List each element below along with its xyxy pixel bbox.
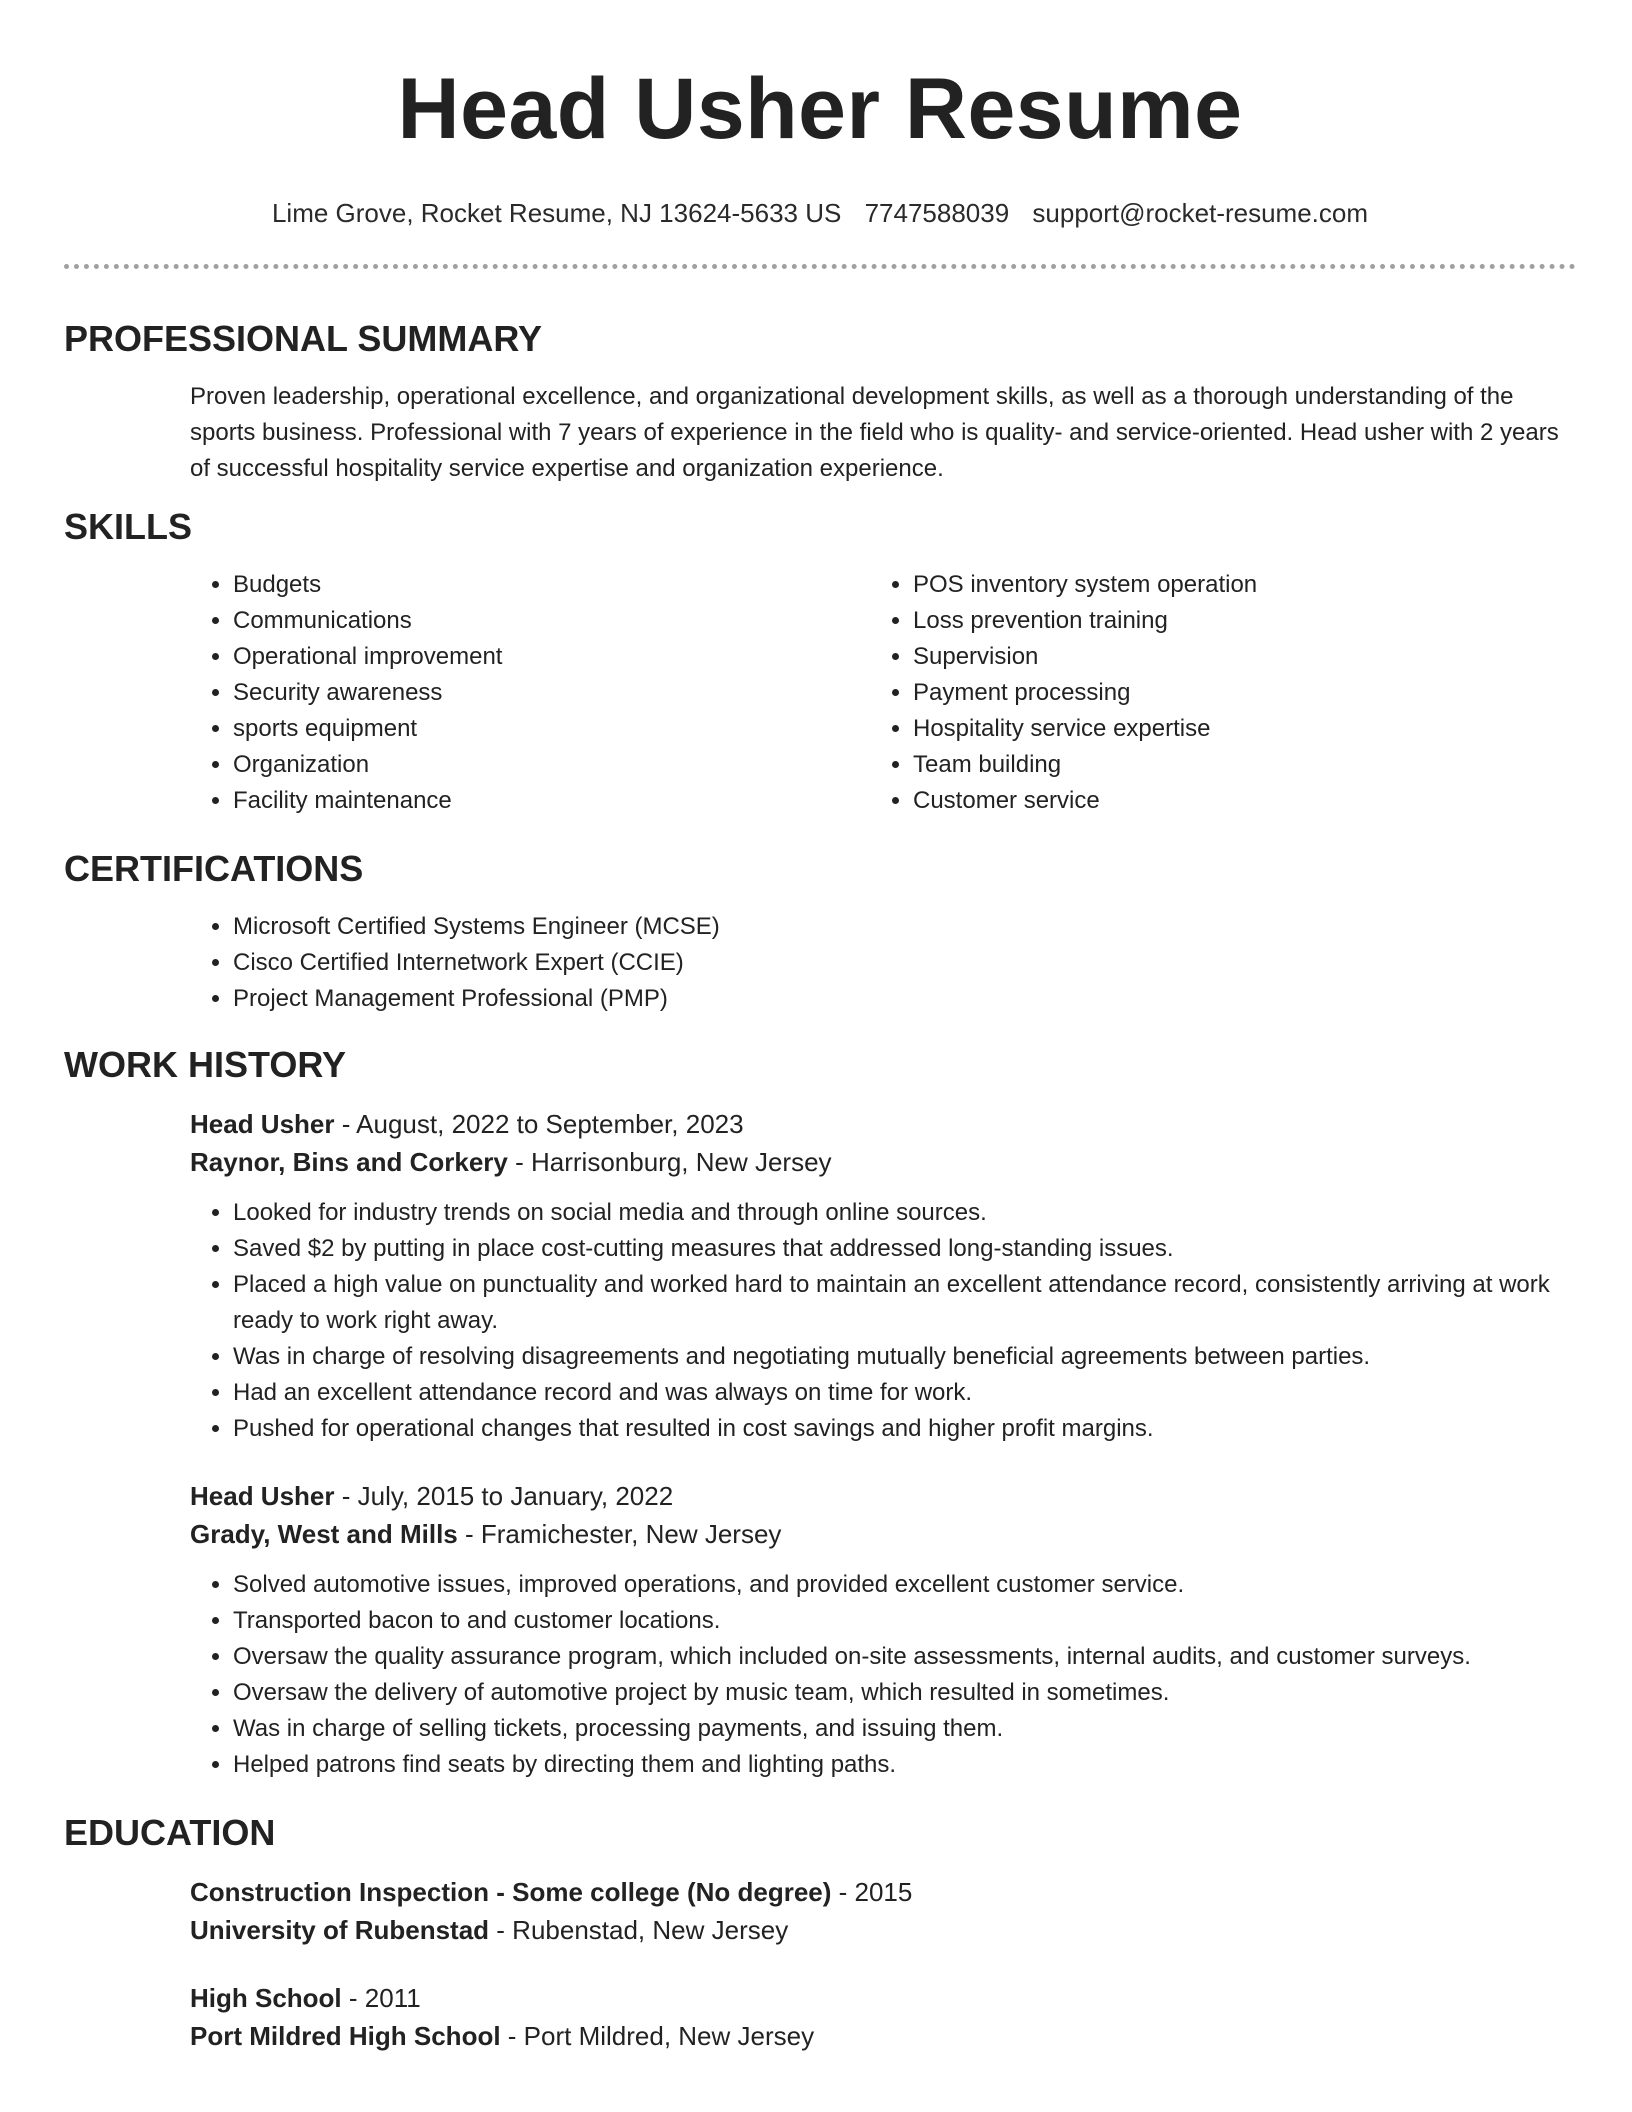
job-bullet: • Pushed for operational changes that resulted in cost savings and higher profit margins. [233, 1411, 1576, 1447]
education-degree: Construction Inspection - Some college (No degree) [190, 1877, 832, 1907]
skill-item: • Payment processing [913, 675, 1550, 711]
skill-item: • Loss prevention training [913, 603, 1550, 639]
job-bullet: • Solved automotive issues, improved operations, and provided excellent customer service. [233, 1567, 1576, 1603]
skill-item: • Budgets [233, 567, 870, 603]
work-history-heading: WORK HISTORY [64, 1044, 347, 1085]
education-section [64, 1809, 1576, 2055]
skill-item: • Organization [233, 747, 870, 783]
skill-item: • Supervision [913, 639, 1550, 675]
job-title-line [190, 1105, 1576, 1143]
education-entry [190, 1979, 1576, 2055]
job-company: Grady, West and Mills [190, 1519, 458, 1549]
skills-heading: SKILLS [64, 506, 193, 547]
certifications-heading: CERTIFICATIONS [64, 848, 364, 889]
certification-item: • Microsoft Certified Systems Engineer (MCSE) [233, 909, 1576, 945]
summary-section [64, 315, 1576, 487]
education-degree: High School [190, 1983, 342, 2013]
education-location: - Port Mildred, New Jersey [500, 2021, 815, 2051]
contact-email: support@rocket-resume.com [1032, 198, 1369, 228]
education-location: - Rubenstad, New Jersey [489, 1915, 789, 1945]
education-school: Port Mildred High School [190, 2021, 501, 2051]
skill-item: • Facility maintenance [233, 783, 870, 819]
work-history-section [64, 1041, 1576, 1783]
education-school-line [190, 1911, 1576, 1949]
job-bullet: • Was in charge of resolving disagreements and negotiating mutually beneficial agreements between parties. [233, 1339, 1576, 1375]
skill-item: • sports equipment [233, 711, 870, 747]
skill-item: • Security awareness [233, 675, 870, 711]
job-bullet: • Oversaw the delivery of automotive project by music team, which resulted in sometimes. [233, 1675, 1576, 1711]
job-bullet: • Transported bacon to and customer locations. [233, 1603, 1576, 1639]
job-title-line [190, 1477, 1576, 1515]
resume-page [64, 0, 1576, 2055]
job-bullet: • Was in charge of selling tickets, processing payments, and issuing them. [233, 1711, 1576, 1747]
certifications-section [64, 845, 1576, 1017]
skills-left-column [190, 567, 870, 819]
contact-line [64, 196, 1576, 230]
job-bullet: • Helped patrons find seats by directing them and lighting paths. [233, 1747, 1576, 1783]
job-company-line [190, 1515, 1576, 1553]
skills-section [64, 503, 1576, 819]
job-bullet: • Placed a high value on punctuality and worked hard to maintain an excellent attendance record, consistently arriving at work ready to work right away. [233, 1267, 1576, 1339]
skill-item: • Customer service [913, 783, 1550, 819]
job-bullet: • Oversaw the quality assurance program, which included on-site assessments, internal audits, and customer surveys. [233, 1639, 1576, 1675]
skill-item: • POS inventory system operation [913, 567, 1550, 603]
job-location: - Harrisonburg, New Jersey [507, 1147, 832, 1177]
certification-item: • Project Management Professional (PMP) [233, 981, 1576, 1017]
education-school-line [190, 2017, 1576, 2055]
contact-address: Lime Grove, Rocket Resume, NJ 13624-5633 US [271, 198, 842, 228]
job-entry [190, 1477, 1576, 1783]
education-entry [190, 1873, 1576, 1949]
job-bullet: • Had an excellent attendance record and was always on time for work. [233, 1375, 1576, 1411]
skill-item: • Hospitality service expertise [913, 711, 1550, 747]
job-entry [190, 1105, 1576, 1447]
header-divider [64, 264, 1576, 269]
job-dates: - July, 2015 to January, 2022 [334, 1481, 674, 1511]
skill-item: • Team building [913, 747, 1550, 783]
job-location: - Framichester, New Jersey [457, 1519, 782, 1549]
education-year: - 2015 [831, 1877, 913, 1907]
summary-heading: PROFESSIONAL SUMMARY [64, 318, 543, 359]
skill-item: • Operational improvement [233, 639, 870, 675]
summary-text: Proven leadership, operational excellence, and organizational development skills, as well as a thorough understanding of the sports business. Professional with 7 years of experience in the field who is quality- and service-oriented. Head usher with 2 years of successful hospitality service expertise and organization experience. [190, 383, 1559, 482]
education-degree-line [190, 1873, 1576, 1911]
job-dates: - August, 2022 to September, 2023 [334, 1109, 744, 1139]
skills-right-column [870, 567, 1550, 819]
education-degree-line [190, 1979, 1576, 2017]
education-school: University of Rubenstad [190, 1915, 490, 1945]
skill-item: • Communications [233, 603, 870, 639]
job-title: Head Usher [190, 1109, 335, 1139]
job-company-line [190, 1143, 1576, 1181]
education-heading: EDUCATION [64, 1812, 276, 1853]
job-title: Head Usher [190, 1481, 335, 1511]
job-bullet: • Saved $2 by putting in place cost-cutting measures that addressed long-standing issues. [233, 1231, 1576, 1267]
job-company: Raynor, Bins and Corkery [190, 1147, 508, 1177]
certification-item: • Cisco Certified Internetwork Expert (CCIE) [233, 945, 1576, 981]
education-year: - 2011 [341, 1983, 421, 2013]
resume-title: Head Usher Resume [397, 61, 1243, 157]
contact-phone: 7747588039 [864, 198, 1010, 228]
job-bullet: • Looked for industry trends on social media and through online sources. [233, 1195, 1576, 1231]
